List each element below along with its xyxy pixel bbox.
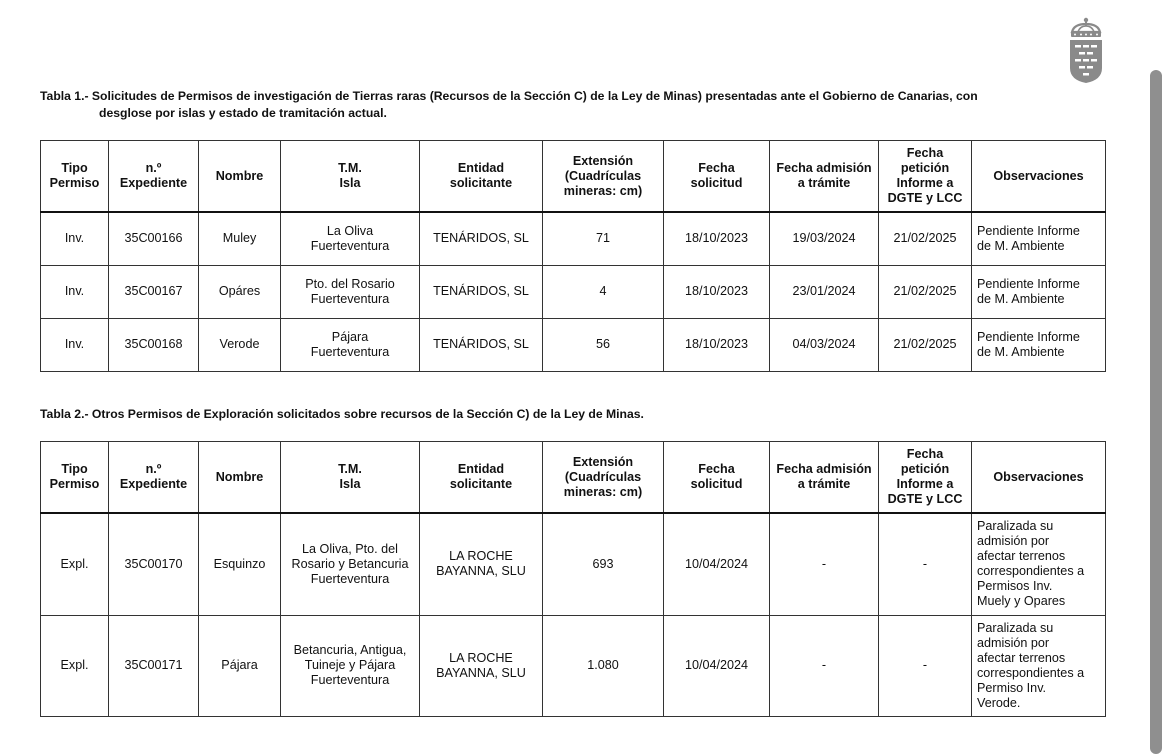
- cell-text-line: Pájara: [331, 329, 369, 344]
- cell-text-line: n.º: [145, 161, 162, 175]
- cell-fecha-admision: [770, 615, 879, 716]
- cell-text-line: 18/10/2023: [684, 337, 749, 351]
- cell-nombre: [199, 265, 281, 318]
- cell-text-line: 18/10/2023: [684, 284, 749, 298]
- cell-extension: [543, 318, 664, 371]
- header-tipo-permiso: [41, 141, 109, 213]
- cell-text-line: Informe a: [896, 477, 954, 491]
- table-row: [41, 513, 1106, 615]
- cell-fecha-solicitud: [664, 212, 770, 265]
- cell-text-line: Verode.: [977, 695, 1021, 710]
- cell-text-line: T.M.: [338, 161, 362, 175]
- cell-text-line: Permiso Inv.: [977, 680, 1047, 695]
- cell-text-line: Informe a: [896, 176, 954, 190]
- cell-text-line: Observaciones: [993, 168, 1084, 183]
- cell-text-line: de M. Ambiente: [977, 344, 1065, 359]
- table-row: [41, 265, 1106, 318]
- cell-text-line: correspondientes a: [977, 564, 1085, 579]
- table-row: [41, 318, 1106, 371]
- cell-text-line: 21/02/2025: [893, 337, 957, 351]
- cell-text-line: TENÁRIDOS, SL: [433, 284, 529, 298]
- cell-fecha-peticion: [879, 615, 972, 716]
- cell-nombre: [199, 212, 281, 265]
- cell-text-line: Expl.: [60, 658, 89, 672]
- header-tipo-permiso: [41, 442, 109, 514]
- cell-text-line: Rosario y Betancuria: [291, 556, 409, 571]
- cell-text-line: TENÁRIDOS, SL: [433, 231, 529, 246]
- cell-text-line: 10/04/2024: [684, 556, 749, 571]
- header-tm-isla: [281, 442, 420, 514]
- cell-text-line: Entidad: [457, 161, 505, 175]
- cell-expediente: [109, 318, 199, 371]
- cell-text-line: 21/02/2025: [893, 231, 957, 246]
- cell-fecha-peticion: [879, 265, 972, 318]
- cell-fecha-solicitud: [664, 318, 770, 371]
- cell-text-line: BAYANNA, SLU: [436, 665, 526, 680]
- cell-text-line: Extensión: [572, 454, 634, 469]
- header-entidad: [420, 442, 543, 514]
- cell-text-line: Nombre: [215, 469, 264, 484]
- cell-text-line: Esquinzo: [213, 556, 266, 571]
- cell-tipo-permiso: [41, 615, 109, 716]
- cell-observaciones: [972, 513, 1106, 615]
- cell-fecha-peticion: [879, 513, 972, 615]
- cell-text-line: Pendiente Informe: [977, 276, 1080, 291]
- table2-caption: Tabla 2.- Otros Permisos de Exploración solicitados sobre recursos de la Sección C) de la Ley de Minas.: [40, 407, 644, 421]
- cell-text-line: Inv.: [64, 231, 85, 246]
- cell-text-line: -: [821, 556, 827, 571]
- cell-text-line: Expediente: [119, 176, 188, 190]
- header-fecha-solicitud: [664, 141, 770, 213]
- cell-text-line: 4: [599, 284, 607, 298]
- cell-text-line: 56: [595, 337, 610, 351]
- cell-text-line: Tuineje y Pájara: [304, 658, 396, 672]
- cell-expediente: [109, 212, 199, 265]
- cell-text-line: Fuerteventura: [310, 673, 390, 687]
- header-fecha-admision: [770, 442, 879, 514]
- cell-nombre: [199, 318, 281, 371]
- vertical-scrollbar[interactable]: [1150, 70, 1162, 754]
- cell-text-line: 35C00168: [124, 337, 183, 351]
- cell-text-line: Isla: [339, 477, 361, 491]
- cell-text-line: Fecha: [698, 462, 735, 476]
- cell-text-line: correspondientes a: [977, 665, 1085, 680]
- header-nombre: [199, 141, 281, 213]
- cell-text-line: 35C00171: [124, 658, 183, 672]
- table-row: [41, 615, 1106, 716]
- table1-caption: [40, 88, 1104, 122]
- cell-text-line: DGTE y LCC: [887, 492, 963, 506]
- cell-text-line: admisión por: [977, 534, 1050, 549]
- cell-text-line: n.º: [145, 462, 162, 476]
- cell-text-line: 71: [595, 231, 610, 246]
- cell-entidad: [420, 318, 543, 371]
- header-tm-isla: [281, 141, 420, 213]
- cell-text-line: Permisos Inv.: [977, 579, 1053, 594]
- cell-text-line: 18/10/2023: [684, 231, 749, 246]
- cell-tipo-permiso: [41, 265, 109, 318]
- cell-text-line: Tipo: [61, 161, 88, 175]
- header-expediente: [109, 442, 199, 514]
- cell-text-line: a trámite: [797, 477, 851, 491]
- cell-text-line: -: [922, 658, 928, 672]
- cell-fecha-admision: [770, 212, 879, 265]
- cell-text-line: Pto. del Rosario: [305, 276, 395, 291]
- cell-text-line: mineras: cm): [563, 183, 643, 198]
- cell-text-line: solicitante: [449, 176, 513, 190]
- header-fecha-solicitud: [664, 442, 770, 514]
- cell-expediente: [109, 265, 199, 318]
- cell-text-line: 35C00167: [124, 284, 183, 298]
- cell-entidad: [420, 513, 543, 615]
- table1-caption-line1: Tabla 1.- Solicitudes de Permisos de investigación de Tierras raras (Recursos de la Sección C) de la Ley de Minas) presentadas ante el Gobierno de Canarias, con: [40, 89, 978, 103]
- cell-nombre: [199, 615, 281, 716]
- cell-extension: [543, 212, 664, 265]
- cell-tipo-permiso: [41, 212, 109, 265]
- cell-expediente: [109, 513, 199, 615]
- cell-expediente: [109, 615, 199, 716]
- cell-text-line: 693: [592, 556, 614, 571]
- cell-text-line: T.M.: [338, 462, 362, 476]
- cell-text-line: Opáres: [218, 284, 261, 298]
- header-extension: [543, 442, 664, 514]
- cell-text-line: La Oliva, Pto. del: [302, 541, 398, 556]
- header-extension: [543, 141, 664, 213]
- cell-text-line: DGTE y LCC: [887, 191, 963, 205]
- cell-extension: [543, 513, 664, 615]
- cell-tm-isla: [281, 615, 420, 716]
- cell-text-line: Paralizada su: [977, 620, 1054, 635]
- cell-tm-isla: [281, 265, 420, 318]
- cell-fecha-solicitud: [664, 513, 770, 615]
- header-entidad: [420, 141, 543, 213]
- header-observaciones: [972, 141, 1106, 213]
- cell-text-line: petición: [900, 462, 950, 476]
- cell-nombre: [199, 513, 281, 615]
- cell-text-line: Paralizada su: [977, 519, 1054, 534]
- cell-text-line: petición: [900, 161, 950, 175]
- cell-text-line: Permiso: [49, 477, 100, 491]
- cell-entidad: [420, 615, 543, 716]
- cell-tipo-permiso: [41, 318, 109, 371]
- cell-text-line: solicitud: [690, 176, 743, 190]
- cell-text-line: 1.080: [587, 658, 619, 672]
- cell-text-line: 35C00166: [124, 231, 183, 246]
- cell-fecha-peticion: [879, 212, 972, 265]
- cell-text-line: mineras: cm): [563, 484, 643, 499]
- cell-tm-isla: [281, 318, 420, 371]
- cell-fecha-admision: [770, 513, 879, 615]
- cell-fecha-admision: [770, 318, 879, 371]
- cell-text-line: La Oliva: [326, 223, 374, 238]
- table-row: [41, 212, 1106, 265]
- cell-text-line: a trámite: [797, 176, 851, 190]
- table-header-row: [41, 442, 1106, 514]
- cell-text-line: Verode: [219, 337, 260, 351]
- cell-text-line: Fuerteventura: [310, 238, 390, 253]
- cell-text-line: admisión por: [977, 635, 1050, 650]
- cell-text-line: -: [922, 556, 928, 571]
- header-fecha-admision: [770, 141, 879, 213]
- cell-text-line: Fecha admisión: [776, 462, 872, 476]
- cell-text-line: Isla: [339, 176, 361, 190]
- cell-text-line: Fuerteventura: [310, 571, 390, 586]
- header-expediente: [109, 141, 199, 213]
- table-header-row: [41, 141, 1106, 213]
- cell-extension: [543, 615, 664, 716]
- cell-fecha-admision: [770, 265, 879, 318]
- cell-entidad: [420, 265, 543, 318]
- cell-tm-isla: [281, 513, 420, 615]
- cell-text-line: de M. Ambiente: [977, 238, 1065, 253]
- cell-text-line: 21/02/2025: [893, 284, 957, 298]
- cell-observaciones: [972, 212, 1106, 265]
- permits-table-exploration: [40, 441, 1106, 717]
- cell-text-line: afectar terrenos: [977, 650, 1066, 665]
- table1-caption-line2: desglose por islas y estado de tramitación actual.: [99, 106, 387, 120]
- cell-text-line: -: [821, 658, 827, 672]
- cell-text-line: Muley: [222, 231, 257, 246]
- cell-text-line: Muely y Opares: [977, 594, 1066, 609]
- permits-table-rare-earths: [40, 140, 1106, 372]
- cell-text-line: 04/03/2024: [792, 337, 856, 351]
- cell-text-line: Tipo: [61, 462, 88, 476]
- cell-text-line: afectar terrenos: [977, 549, 1066, 564]
- cell-text-line: 19/03/2024: [792, 231, 856, 246]
- cell-observaciones: [972, 615, 1106, 716]
- cell-text-line: Fuerteventura: [310, 291, 390, 306]
- cell-text-line: solicitante: [449, 477, 513, 491]
- cell-text-line: Fecha admisión: [776, 161, 872, 175]
- cell-text-line: Extensión: [572, 153, 634, 168]
- cell-text-line: Fecha: [698, 161, 735, 175]
- header-fecha-peticion: [879, 141, 972, 213]
- cell-text-line: Expediente: [119, 477, 188, 491]
- cell-text-line: TENÁRIDOS, SL: [433, 337, 529, 351]
- cell-text-line: (Cuadrículas: [564, 469, 642, 484]
- cell-text-line: LA ROCHE: [449, 650, 513, 665]
- cell-fecha-solicitud: [664, 615, 770, 716]
- cell-text-line: Observaciones: [993, 469, 1084, 484]
- cell-text-line: Fuerteventura: [310, 344, 390, 359]
- cell-text-line: 35C00170: [124, 556, 183, 571]
- cell-observaciones: [972, 265, 1106, 318]
- cell-text-line: de M. Ambiente: [977, 291, 1065, 306]
- cell-text-line: BAYANNA, SLU: [436, 564, 526, 579]
- cell-text-line: LA ROCHE: [449, 549, 513, 564]
- cell-text-line: Permiso: [49, 176, 100, 190]
- cell-entidad: [420, 212, 543, 265]
- cell-text-line: Entidad: [457, 462, 505, 476]
- header-observaciones: [972, 442, 1106, 514]
- cell-text-line: Fecha: [906, 447, 944, 461]
- cell-extension: [543, 265, 664, 318]
- cell-text-line: Betancuria, Antigua,: [293, 643, 407, 657]
- coat-of-arms-icon: [1066, 16, 1106, 84]
- header-nombre: [199, 442, 281, 514]
- cell-text-line: Inv.: [64, 337, 85, 351]
- cell-text-line: (Cuadrículas: [564, 168, 642, 183]
- cell-text-line: Inv.: [64, 284, 85, 298]
- cell-text-line: Pájara: [221, 658, 258, 672]
- cell-text-line: Fecha: [906, 146, 944, 160]
- header-fecha-peticion: [879, 442, 972, 514]
- cell-text-line: Nombre: [215, 168, 264, 183]
- cell-text-line: 10/04/2024: [684, 658, 749, 672]
- cell-text-line: Pendiente Informe: [977, 329, 1080, 344]
- cell-fecha-solicitud: [664, 265, 770, 318]
- cell-observaciones: [972, 318, 1106, 371]
- cell-text-line: Pendiente Informe: [977, 223, 1080, 238]
- cell-text-line: 23/01/2024: [792, 284, 856, 298]
- cell-fecha-peticion: [879, 318, 972, 371]
- cell-text-line: solicitud: [690, 477, 743, 491]
- cell-tipo-permiso: [41, 513, 109, 615]
- cell-text-line: Expl.: [60, 556, 89, 571]
- cell-tm-isla: [281, 212, 420, 265]
